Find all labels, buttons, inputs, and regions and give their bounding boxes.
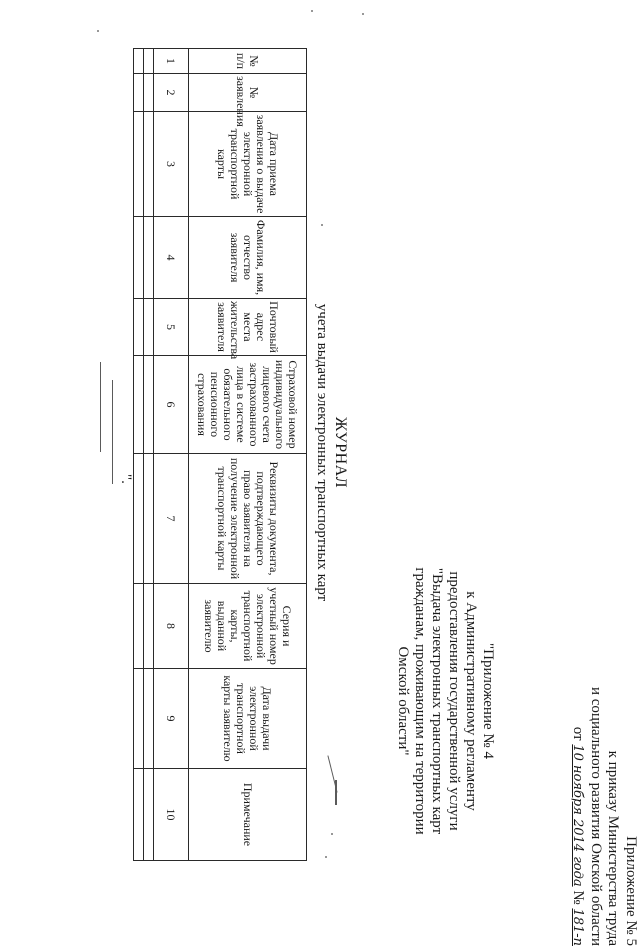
header-cell: № п/п bbox=[189, 49, 307, 74]
regulation-line-1: к Административному регламенту bbox=[462, 520, 479, 882]
regulation-line-4: гражданам, проживающим на территории bbox=[411, 520, 428, 882]
scan-speck bbox=[97, 30, 99, 32]
header-cell: Дата приема заявления о выдаче электронной транспортной карты bbox=[189, 112, 307, 217]
number-cell: 4 bbox=[154, 217, 189, 299]
empty-cell bbox=[144, 217, 154, 299]
signature-line bbox=[100, 362, 101, 452]
number-cell: 7 bbox=[154, 454, 189, 584]
regulation-line-5: Омской области" bbox=[394, 520, 411, 882]
empty-cell bbox=[134, 74, 144, 112]
order-no-label: № bbox=[571, 890, 587, 904]
order-date-handwritten: 10 ноября 2014 года bbox=[571, 744, 586, 886]
number-cell: 8 bbox=[154, 584, 189, 669]
empty-cell bbox=[134, 299, 144, 356]
order-line-2: и социального развития Омской области bbox=[587, 546, 605, 946]
empty-cell bbox=[144, 49, 154, 74]
header-cell: Страховой номер индивидуального лицевого счета застрахованного лица в системе обязательного пенсионного страхования bbox=[189, 356, 307, 454]
empty-cell bbox=[144, 74, 154, 112]
header-cell: Примечание bbox=[189, 769, 307, 861]
empty-cell bbox=[134, 584, 144, 669]
number-cell: 5 bbox=[154, 299, 189, 356]
number-cell: 3 bbox=[154, 112, 189, 217]
header-cell: Реквизиты документа, подтверждающего право заявителя на получение электронной транспортной карты bbox=[189, 454, 307, 584]
appendix-4-label: "Приложение № 4 bbox=[479, 520, 496, 882]
number-cell: 9 bbox=[154, 669, 189, 769]
stray-stroke bbox=[335, 780, 337, 805]
empty-cell bbox=[134, 112, 144, 217]
empty-cell bbox=[144, 112, 154, 217]
regulation-line-2: предоставления государственной услуги bbox=[445, 520, 462, 882]
scan-speck bbox=[362, 13, 364, 15]
order-from-label: от bbox=[571, 727, 587, 741]
scan-speck bbox=[311, 10, 313, 12]
order-date-line bbox=[569, 546, 587, 946]
empty-cell bbox=[134, 669, 144, 769]
number-cell: 6 bbox=[154, 356, 189, 454]
number-cell: 10 bbox=[154, 769, 189, 861]
empty-cell bbox=[134, 49, 144, 74]
signature-line bbox=[112, 380, 113, 484]
empty-cell bbox=[144, 584, 154, 669]
closing-quote: ". bbox=[117, 474, 134, 484]
regulation-line-3: "Выдача электронных транспортных карт bbox=[428, 520, 445, 882]
scan-speck bbox=[331, 833, 333, 835]
empty-cell bbox=[144, 299, 154, 356]
order-line-1: к приказу Министерства труда bbox=[604, 546, 622, 946]
number-cell: 1 bbox=[154, 49, 189, 74]
header-cell: № заявления bbox=[189, 74, 307, 112]
table-row bbox=[134, 49, 144, 861]
empty-cell bbox=[134, 217, 144, 299]
table-header-row bbox=[189, 49, 307, 861]
regulation-header bbox=[394, 520, 496, 882]
empty-cell bbox=[134, 356, 144, 454]
table-row bbox=[144, 49, 154, 861]
header-cell: Дата выдачи электронной транспортной карты заявителю bbox=[189, 669, 307, 769]
journal-table bbox=[133, 48, 307, 861]
journal-title: ЖУРНАЛ bbox=[331, 0, 349, 905]
empty-cell bbox=[144, 356, 154, 454]
empty-cell bbox=[134, 769, 144, 861]
empty-cell bbox=[144, 669, 154, 769]
empty-cell bbox=[134, 454, 144, 584]
header-cell: Почтовый адрес места жительства заявителя bbox=[189, 299, 307, 356]
number-cell: 2 bbox=[154, 74, 189, 112]
scan-speck bbox=[325, 856, 327, 858]
journal-subtitle: учета выдачи электронных транспортных карт bbox=[313, 0, 330, 905]
table-number-row bbox=[154, 49, 189, 861]
empty-cell bbox=[144, 769, 154, 861]
scan-speck bbox=[321, 224, 323, 226]
header-cell: Фамилия, имя, отчество заявителя bbox=[189, 217, 307, 299]
order-header bbox=[569, 546, 639, 946]
empty-cell bbox=[144, 454, 154, 584]
appendix-5-label: Приложение № 5 bbox=[622, 546, 639, 946]
order-number-handwritten: 181-п bbox=[571, 908, 586, 946]
header-cell: Серия и учетный номер электронной транспортной карты, выданной заявителю bbox=[189, 584, 307, 669]
